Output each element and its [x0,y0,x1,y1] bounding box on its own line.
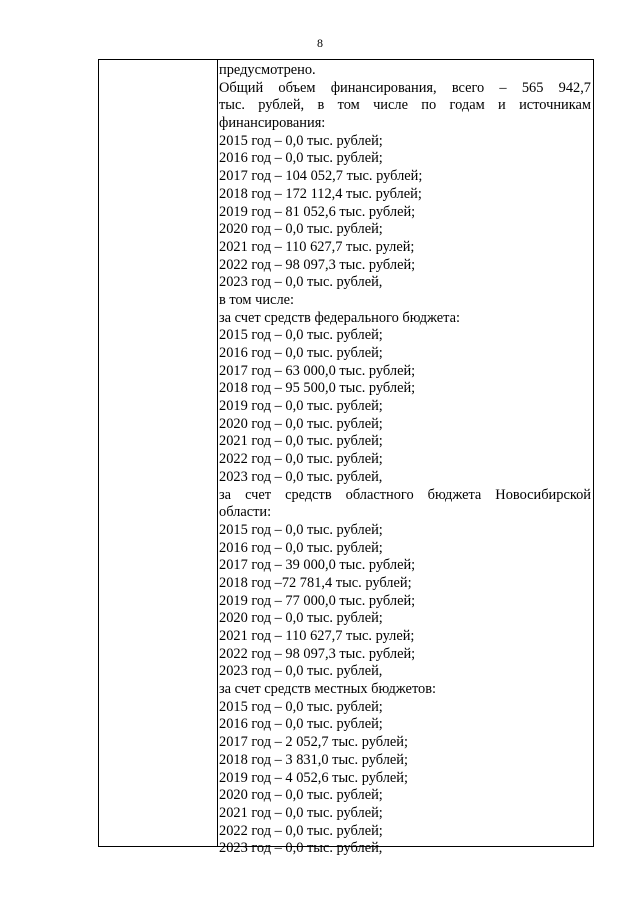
right-cell [219,62,591,858]
text-line: 2016 год – 0,0 тыс. рублей; [219,539,383,556]
text-line: 2023 год – 0,0 тыс. рублей, [219,663,383,680]
text-line: 2017 год – 39 000,0 тыс. рублей; [219,557,416,574]
text-line: 2022 год – 0,0 тыс. рублей; [219,451,383,468]
text-line: 2019 год – 77 000,0 тыс. рублей; [219,592,416,609]
text-line: за счет средств федерального бюджета: [219,309,461,326]
text-line: 2022 год – 0,0 тыс. рублей; [219,822,383,839]
text-line: 2023 год – 0,0 тыс. рублей, [219,468,383,485]
text-line: 2017 год – 104 052,7 тыс. рублей; [219,168,423,185]
text-line: в том числе: [219,291,295,308]
text-line: за счет средств местных бюджетов: [219,681,437,698]
text-line: 2016 год – 0,0 тыс. рублей; [219,150,383,167]
text-line: 2022 год – 98 097,3 тыс. рублей; [219,645,416,662]
text-line: 2018 год – 95 500,0 тыс. рублей; [219,380,416,397]
text-line: 2019 год – 0,0 тыс. рублей; [219,398,383,415]
text-line: 2023 год – 0,0 тыс. рублей, [219,274,383,291]
text-line: 2017 год – 2 052,7 тыс. рублей; [219,734,408,751]
text-line: 2015 год – 0,0 тыс. рублей; [219,521,383,538]
text-line: Общий объем финансирования, всего – 565 942,7 [219,79,591,96]
left-cell [99,60,218,846]
text-line: 2020 год – 0,0 тыс. рублей; [219,610,383,627]
text-line: 2015 год – 0,0 тыс. рублей; [219,698,383,715]
text-line: 2016 год – 0,0 тыс. рублей; [219,345,383,361]
text-line: тыс. рублей, в том числе по годам и источникам [219,97,591,114]
text-line: 2021 год – 110 627,7 тыс. рулей; [219,238,415,255]
text-line: предусмотрено. [219,62,316,78]
text-line: 2017 год – 63 000,0 тыс. рублей; [219,362,416,379]
text-line: 2021 год – 0,0 тыс. рублей; [219,804,383,821]
text-line: области: [219,504,272,521]
text-line: за счет средств областного бюджета Новосибирской [219,486,591,503]
text-line: 2020 год – 0,0 тыс. рублей; [219,221,383,238]
text-line: финансирования: [219,115,326,132]
text-line: 2015 год – 0,0 тыс. рублей; [219,132,383,149]
document-table [98,59,594,857]
text-line: 2022 год – 98 097,3 тыс. рублей; [219,256,416,273]
text-line: 2023 год – 0,0 тыс. рублей, [219,840,383,857]
text-line: 2015 год – 0,0 тыс. рублей; [219,327,383,344]
page-number: 8 [317,36,323,50]
text-line: 2018 год –72 781,4 тыс. рублей; [219,574,412,591]
text-line: 2018 год – 172 112,4 тыс. рублей; [219,185,422,202]
text-line: 2021 год – 110 627,7 тыс. рулей; [219,628,415,644]
text-line: 2021 год – 0,0 тыс. рублей; [219,433,383,450]
text-line: 2020 год – 0,0 тыс. рублей; [219,787,383,804]
text-line: 2019 год – 81 052,6 тыс. рублей; [219,203,416,220]
text-line: 2018 год – 3 831,0 тыс. рублей; [219,751,408,768]
text-line: 2016 год – 0,0 тыс. рублей; [219,716,383,733]
text-line: 2019 год – 4 052,6 тыс. рублей; [219,769,408,786]
text-line: 2020 год – 0,0 тыс. рублей; [219,415,383,432]
